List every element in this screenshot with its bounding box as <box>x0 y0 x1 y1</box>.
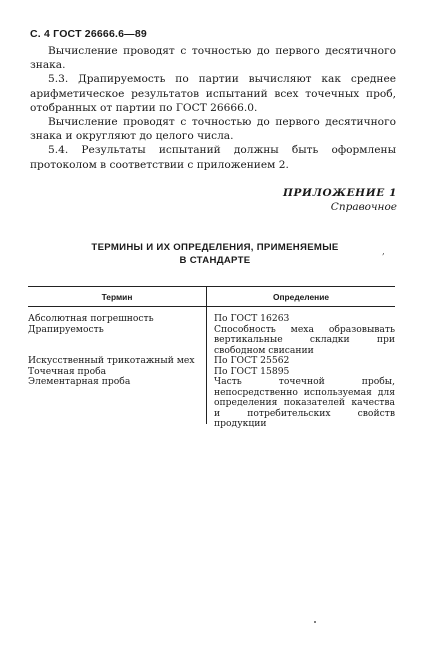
body-text <box>30 44 396 172</box>
definition-5: Часть точечной пробы, непосредственно используемая для определения показателей качества и потребительских свойств продукции <box>214 376 395 429</box>
definition-1: По ГОСТ 16263 <box>214 313 290 324</box>
table-header-rule <box>28 306 395 307</box>
terms-column <box>28 314 204 388</box>
table-column-divider <box>206 286 207 424</box>
stray-dot <box>314 621 316 623</box>
section-title-line-2: В СТАНДАРТЕ <box>179 255 251 266</box>
paragraph-4: 5.4. Результаты испытаний должны быть оформлены протоколом в соответствии с приложением 2. <box>30 144 396 171</box>
definitions-column <box>214 314 395 430</box>
definition-4: По ГОСТ 15895 <box>214 365 290 377</box>
appendix-title: ПРИЛОЖЕНИЕ 1 <box>283 187 397 199</box>
stray-mark: , <box>382 247 385 257</box>
definition-2: Способность меха образовывать вертикальные складки при свободном свисании <box>214 323 395 356</box>
table-header-term: Термин <box>101 292 133 302</box>
table-header-definition: Определение <box>272 292 330 302</box>
table-top-rule <box>28 286 395 287</box>
paragraph-1: Вычисление проводят с точностью до первого десятичного знака. <box>30 45 396 72</box>
section-title <box>60 241 370 267</box>
definition-3: По ГОСТ 25562 <box>214 355 290 366</box>
appendix-subtitle: Справочное <box>330 201 397 213</box>
page-header: С. 4 ГОСТ 26666.6—89 <box>30 28 147 40</box>
terms-table <box>28 286 395 429</box>
section-title-line-1: ТЕРМИНЫ И ИХ ОПРЕДЕЛЕНИЯ, ПРИМЕНЯЕМЫЕ <box>91 242 339 253</box>
appendix-label <box>283 186 397 214</box>
term-4: Искусственный трикотажный мех <box>28 355 195 366</box>
term-2: Драпируемость <box>28 323 104 335</box>
term-5: Точечная проба <box>28 365 107 377</box>
paragraph-3: Вычисление проводят с точностью до первого десятичного знака и округляют до целого числа. <box>30 116 396 143</box>
term-1: Абсолютная погрешность <box>28 313 154 324</box>
term-6: Элементарная проба <box>28 376 131 387</box>
paragraph-2: 5.3. Драпируемость по партии вычисляют как среднее арифметическое результатов испытаний всех точечных проб, отобранных от партии по ГОСТ 26666.0. <box>30 73 396 114</box>
